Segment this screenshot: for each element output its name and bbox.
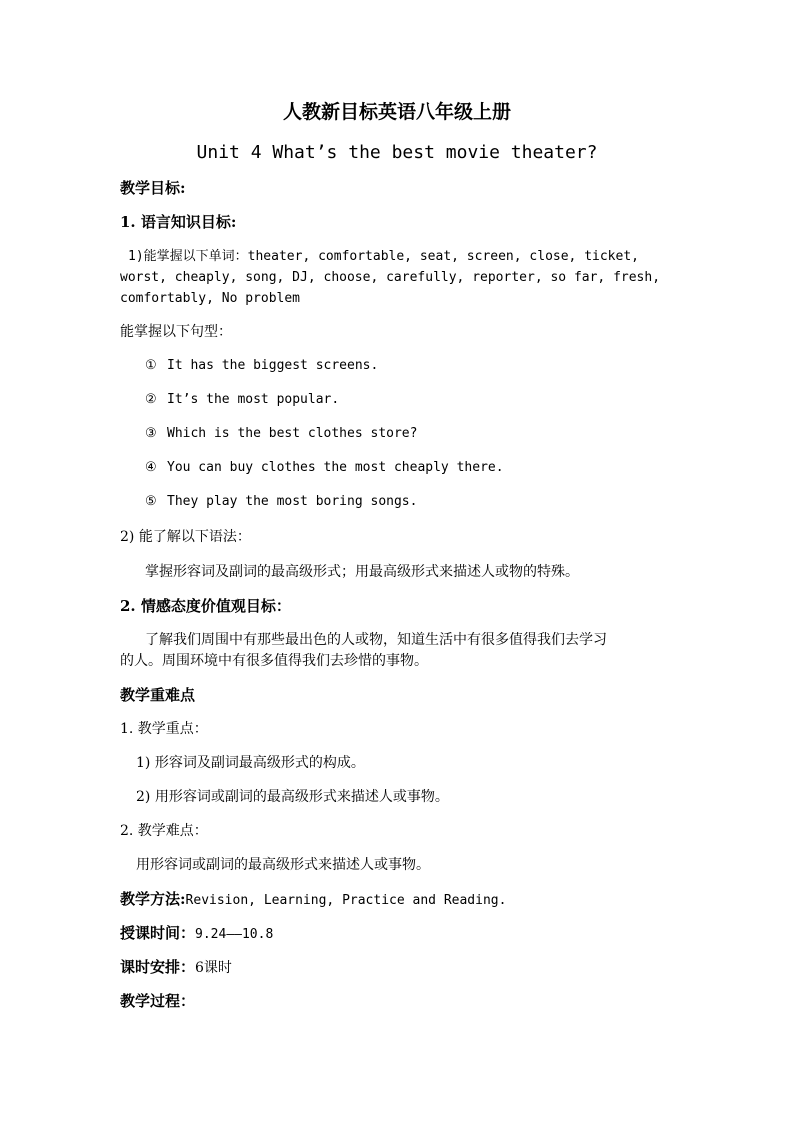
emotion-heading: 2. 情感态度价值观目标： bbox=[120, 597, 291, 615]
method-label: 教学方法: bbox=[120, 890, 186, 908]
sentences-heading: 能掌握以下句型： bbox=[120, 324, 232, 340]
time-row bbox=[120, 923, 273, 945]
schedule-value: 6课时 bbox=[195, 960, 232, 976]
sentence-text: It has the biggest screens. bbox=[167, 358, 379, 373]
unit-title: Unit 4 What’s the best movie theater? bbox=[196, 142, 598, 163]
sentence-item bbox=[145, 492, 417, 512]
sentence-item bbox=[145, 424, 417, 444]
sentence-item bbox=[145, 458, 504, 478]
sentence-text: You can buy clothes the most cheaply there. bbox=[167, 460, 504, 475]
vocab-line-3: comfortably, No problem bbox=[120, 291, 301, 306]
vocab-line-2: worst, cheaply, song, DJ, choose, carefully, reporter, so far, fresh, bbox=[120, 270, 661, 285]
knowledge-heading: 1. 语言知识目标: bbox=[120, 213, 237, 231]
sentence-number: ⑤ bbox=[145, 494, 157, 509]
method-value: Revision, Learning, Practice and Reading. bbox=[185, 893, 507, 908]
schedule-label: 课时安排： bbox=[120, 958, 196, 976]
emotion-line-2: 的人。周围环境中有很多值得我们去珍惜的事物。 bbox=[120, 653, 428, 669]
vocab-line-1: 1)能掌握以下单词：theater, comfortable, seat, screen, close, ticket, bbox=[128, 249, 639, 264]
sentence-text: Which is the best clothes store? bbox=[167, 426, 418, 441]
sentence-text: It’s the most popular. bbox=[167, 392, 340, 407]
grammar-text: 掌握形容词及副词的最高级形式；用最高级形式来描述人或物的特殊。 bbox=[145, 564, 579, 580]
process-heading: 教学过程： bbox=[120, 992, 196, 1010]
time-label: 授课时间： bbox=[120, 924, 196, 942]
objectives-heading: 教学目标: bbox=[120, 179, 186, 197]
focus-item: 2) 用形容词或副词的最高级形式来描述人或事物。 bbox=[136, 789, 449, 805]
difficulty-text: 用形容词或副词的最高级形式来描述人或事物。 bbox=[136, 857, 430, 873]
focus-item: 1) 形容词及副词最高级形式的构成。 bbox=[136, 755, 365, 771]
method-row bbox=[120, 889, 506, 911]
time-value: 9.24——10.8 bbox=[195, 927, 274, 942]
document-title: 人教新目标英语八年级上册 bbox=[282, 101, 511, 123]
sentence-number: ② bbox=[145, 392, 157, 407]
keypoints-heading: 教学重难点 bbox=[120, 686, 196, 704]
emotion-line-1: 了解我们周围中有那些最出色的人或物，知道生活中有很多值得我们去学习 bbox=[145, 632, 607, 648]
difficulty-heading: 2. 教学难点： bbox=[120, 823, 208, 839]
schedule-row bbox=[120, 957, 232, 978]
sentence-item bbox=[145, 390, 339, 410]
sentence-number: ③ bbox=[145, 426, 157, 441]
sentence-number: ① bbox=[145, 358, 157, 373]
sentence-text: They play the most boring songs. bbox=[167, 494, 418, 509]
sentence-number: ④ bbox=[145, 460, 157, 475]
focus-heading: 1. 教学重点： bbox=[120, 721, 208, 737]
grammar-heading: 2) 能了解以下语法： bbox=[120, 529, 251, 545]
sentence-item bbox=[145, 356, 378, 376]
